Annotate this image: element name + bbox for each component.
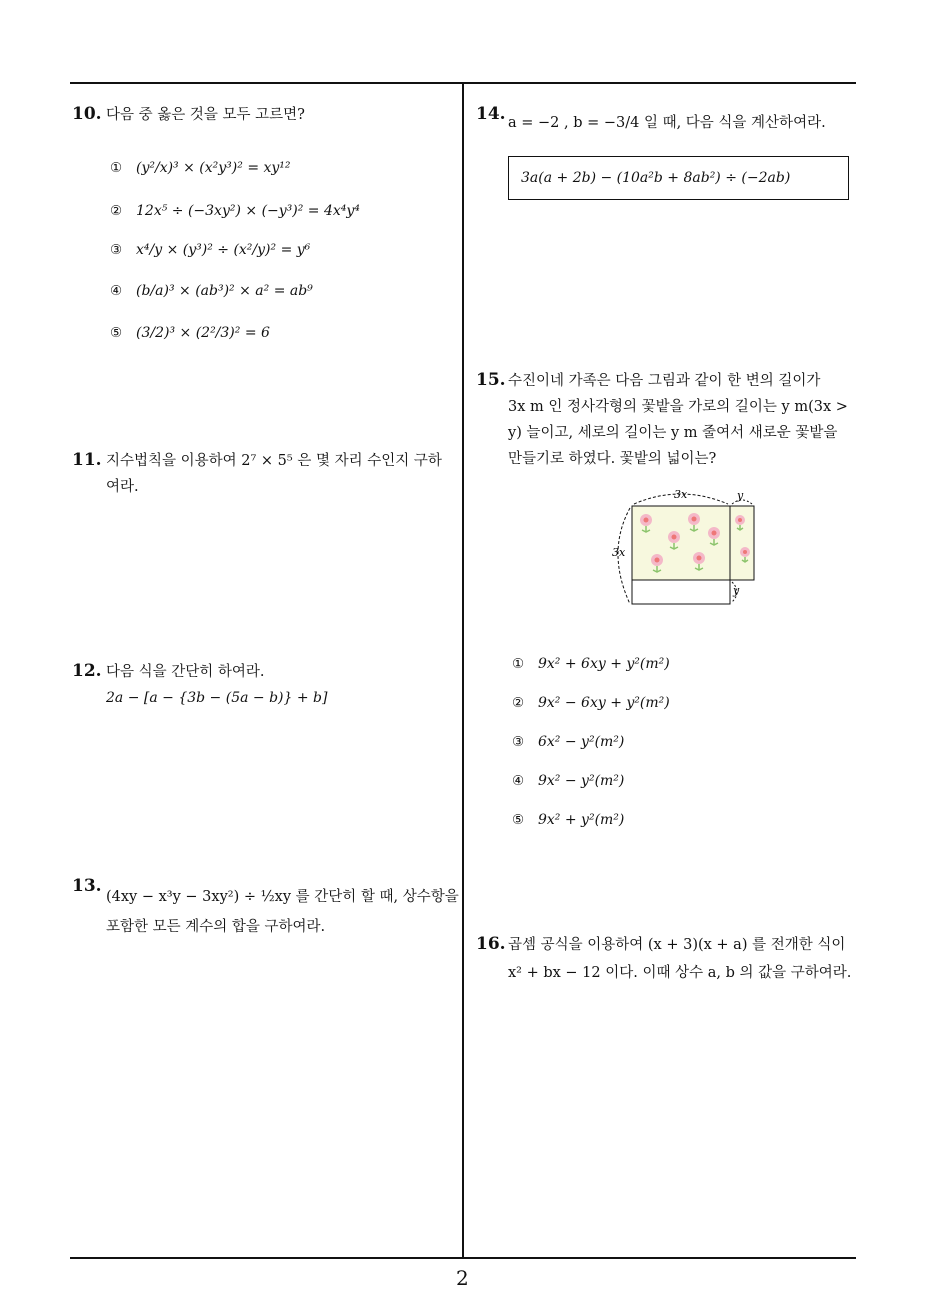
option-expr: (3/2)³ × (2²/3)² = 6 (136, 325, 270, 341)
column-divider (462, 82, 464, 1258)
q12-expression: 2a − [a − {3b − (5a − b)} + b] (106, 690, 328, 706)
q10-option-1 (110, 160, 291, 176)
q15-option-3 (512, 734, 624, 750)
q15-option-1 (512, 656, 670, 672)
option-marker: ④ (110, 283, 123, 299)
label-top-3x: 3x (674, 488, 688, 501)
option-expr: 12x⁵ ÷ (−3xy²) × (−y³)² = 4x⁴y⁴ (136, 203, 360, 219)
removed-strip (632, 580, 730, 604)
q10-option-5 (110, 325, 270, 341)
q15-garden-diagram (600, 482, 770, 610)
option-marker: ⑤ (110, 325, 123, 341)
q15-line1: 수진이네 가족은 다음 그림과 같이 한 변의 길이가 (508, 373, 821, 389)
q15-option-5 (512, 812, 624, 828)
option-expr: 6x² − y²(m²) (538, 734, 625, 750)
page-number: 2 (456, 1266, 469, 1290)
q13-line2: 포함한 모든 계수의 합을 구하여라. (106, 919, 326, 935)
q11-number: 11. (72, 450, 102, 470)
q13-line1: (4xy − x³y − 3xy²) ÷ ½xy 를 간단히 할 때, 상수항을 (106, 889, 459, 905)
option-expr: (y²/x)³ × (x²y³)² = xy¹² (136, 160, 291, 176)
option-expr: 9x² − y²(m²) (538, 773, 625, 789)
q14-number: 14. (476, 104, 506, 124)
option-marker: ③ (512, 734, 525, 750)
q10-number: 10. (72, 104, 102, 124)
q12-number: 12. (72, 661, 102, 681)
q10-text: 다음 중 옳은 것을 모두 고르면? (106, 107, 305, 123)
q14-boxed-expression: 3a(a + 2b) − (10a²b + 8ab²) ÷ (−2ab) (508, 156, 849, 200)
option-marker: ① (110, 160, 123, 176)
option-expr: x⁴/y × (y³)² ÷ (x²/y)² = y⁶ (136, 242, 311, 258)
q14-text: a = −2 , b = −3/4 일 때, 다음 식을 계산하여라. (508, 115, 826, 131)
option-expr: 9x² + y²(m²) (538, 812, 625, 828)
q15-option-2 (512, 695, 670, 711)
option-marker: ① (512, 656, 525, 672)
q16-number: 16. (476, 934, 506, 954)
option-marker: ④ (512, 773, 525, 789)
q15-line3: y) 늘이고, 세로의 길이는 y m 줄여서 새로운 꽃밭을 (508, 425, 838, 441)
q12-text: 다음 식을 간단히 하여라. (106, 664, 265, 680)
option-expr: (b/a)³ × (ab³)² × a² = ab⁹ (136, 283, 313, 299)
option-marker: ② (512, 695, 525, 711)
q15-number: 15. (476, 370, 506, 390)
q11-line2: 여라. (106, 479, 139, 495)
option-marker: ⑤ (512, 812, 525, 828)
option-marker: ② (110, 203, 123, 219)
option-expr: 9x² − 6xy + y²(m²) (538, 695, 670, 711)
q10-option-3 (110, 242, 310, 258)
option-marker: ③ (110, 242, 123, 258)
q16-line2: x² + bx − 12 이다. 이때 상수 a, b 의 값을 구하여라. (508, 965, 852, 981)
label-left-3x: 3x (612, 546, 626, 559)
q11-line1: 지수법칙을 이용하여 2⁷ × 5⁵ 은 몇 자리 수인지 구하 (106, 453, 442, 469)
label-bottom-right-y: y (733, 584, 740, 597)
q13-number: 13. (72, 876, 102, 896)
q16-line1: 곱셈 공식을 이용하여 (x + 3)(x + a) 를 전개한 식이 (508, 937, 846, 953)
label-top-right-y: y (737, 489, 744, 502)
q15-line2: 3x m 인 정사각형의 꽃밭을 가로의 길이는 y m(3x > (508, 399, 848, 415)
q10-option-4 (110, 283, 313, 299)
q15-option-4 (512, 773, 624, 789)
q15-line4: 만들기로 하였다. 꽃밭의 넓이는? (508, 451, 717, 467)
option-expr: 9x² + 6xy + y²(m²) (538, 656, 670, 672)
q10-option-2 (110, 203, 360, 219)
